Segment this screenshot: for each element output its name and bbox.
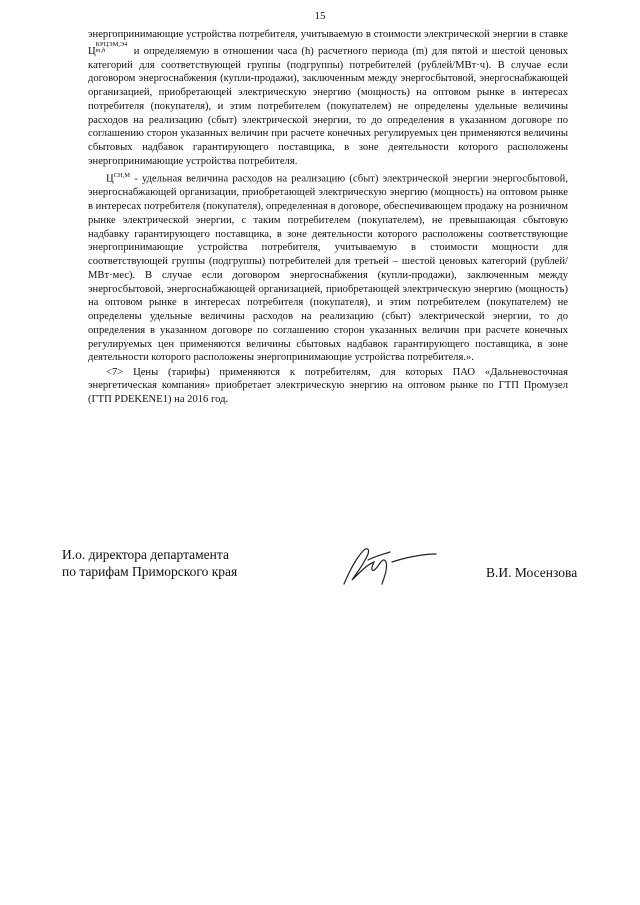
- document-body: [88, 28, 568, 408]
- formula-indices: [96, 42, 128, 54]
- formula-subscript: m,h: [95, 46, 106, 54]
- handwritten-signature: [330, 540, 440, 592]
- formula-symbol-price-2: Ц: [106, 173, 114, 185]
- paragraph-2: [88, 169, 568, 365]
- signatory-title: [62, 546, 237, 580]
- formula-superscript: КРЦЭМ,Э4: [95, 40, 128, 48]
- paragraph-2-text: - удельная величина расходов на реализацию (сбыт) электрической энергии энергосбытовой, энергоснабжающей организации, приобретающей электрическую энергию (мощность) на оптовом рынке в интересах потребителя (покупателя), определенная в договоре, обеспечивающем продажу на розничном рынке электрической энергии, с таким потребителем (покупателем), не превышающая сбытовую надбавку гарантирующего поставщика, в зоне деятельности которого расположены соответствующие энергопринимающие устройства потребителя, учитываемую в стоимости мощности для соответствующей группы (подгруппы) потребителей для третьей – шестой ценовых категорий (рублей/МВт·мес). В случае если договором энергоснабжения (купли-продажи), заключенным между энергосбытовой, энергоснабжающей организацией, приобретающей электрическую энергию (мощность) на оптовом рынке в интересах потребителя (покупателя), и этим потребителем (покупателем) не определены удельные величины расходов на реализацию (сбыт) электрической энергии, то до определения в указанном договоре по соглашению сторон указанных величин при расчете конечных регулируемых цен применяются величины сбытовых надбавок гарантирующего поставщика, в зоне деятельности которого расположены энергопринимающие устройства потребителя.».: [88, 173, 569, 364]
- signatory-name: В.И. Мосензова: [486, 565, 578, 580]
- signatory-title-line-1: И.о. директора департамента: [62, 547, 229, 562]
- signatory-title-line-2: по тарифам Приморского края: [62, 564, 238, 579]
- paragraph-1-text-b: и определяемую в отношении часа (h) расчетного периода (m) для пятой и шестой ценовых категорий для соответствующей группы (подгруппы) потребителей (рублей/МВт·ч). В случае если договором энергоснабжения (купли-продажи), заключенным между энергосбытовой, энергоснабжающей организацией, приобретающей электрическую энергию (мощность) на оптовом рынке в интересах потребителя (покупателя), и этим потребителем (покупателем) не определены удельные величины расходов на реализацию (сбыт) электрической энергии, то до определения в указанном договоре по соглашению сторон указанных величин при расчете конечных регулируемых цен применяются величины сбытовых надбавок гарантирующего поставщика, в зоне деятельности которого расположены энергопринимающие устройства потребителя.: [88, 45, 568, 167]
- page-number: 15: [314, 10, 326, 22]
- footnote-7: <7> Цены (тарифы) применяются к потребителям, для которых ПАО «Дальневосточная энергетическая компания» приобретает электрическую энергию на оптовом рынке по ГТП Промузел (ГТП PDEKENE1) на 2016 год.: [88, 366, 568, 406]
- paragraph-1-text-a: энергопринимающие устройства потребителя, учитываемую в стоимости электрической энергии в ставке: [88, 29, 568, 40]
- paragraph-1: [88, 28, 568, 169]
- formula-superscript-2: СН,М: [113, 172, 131, 180]
- formula-symbol-price: Ц: [88, 45, 96, 57]
